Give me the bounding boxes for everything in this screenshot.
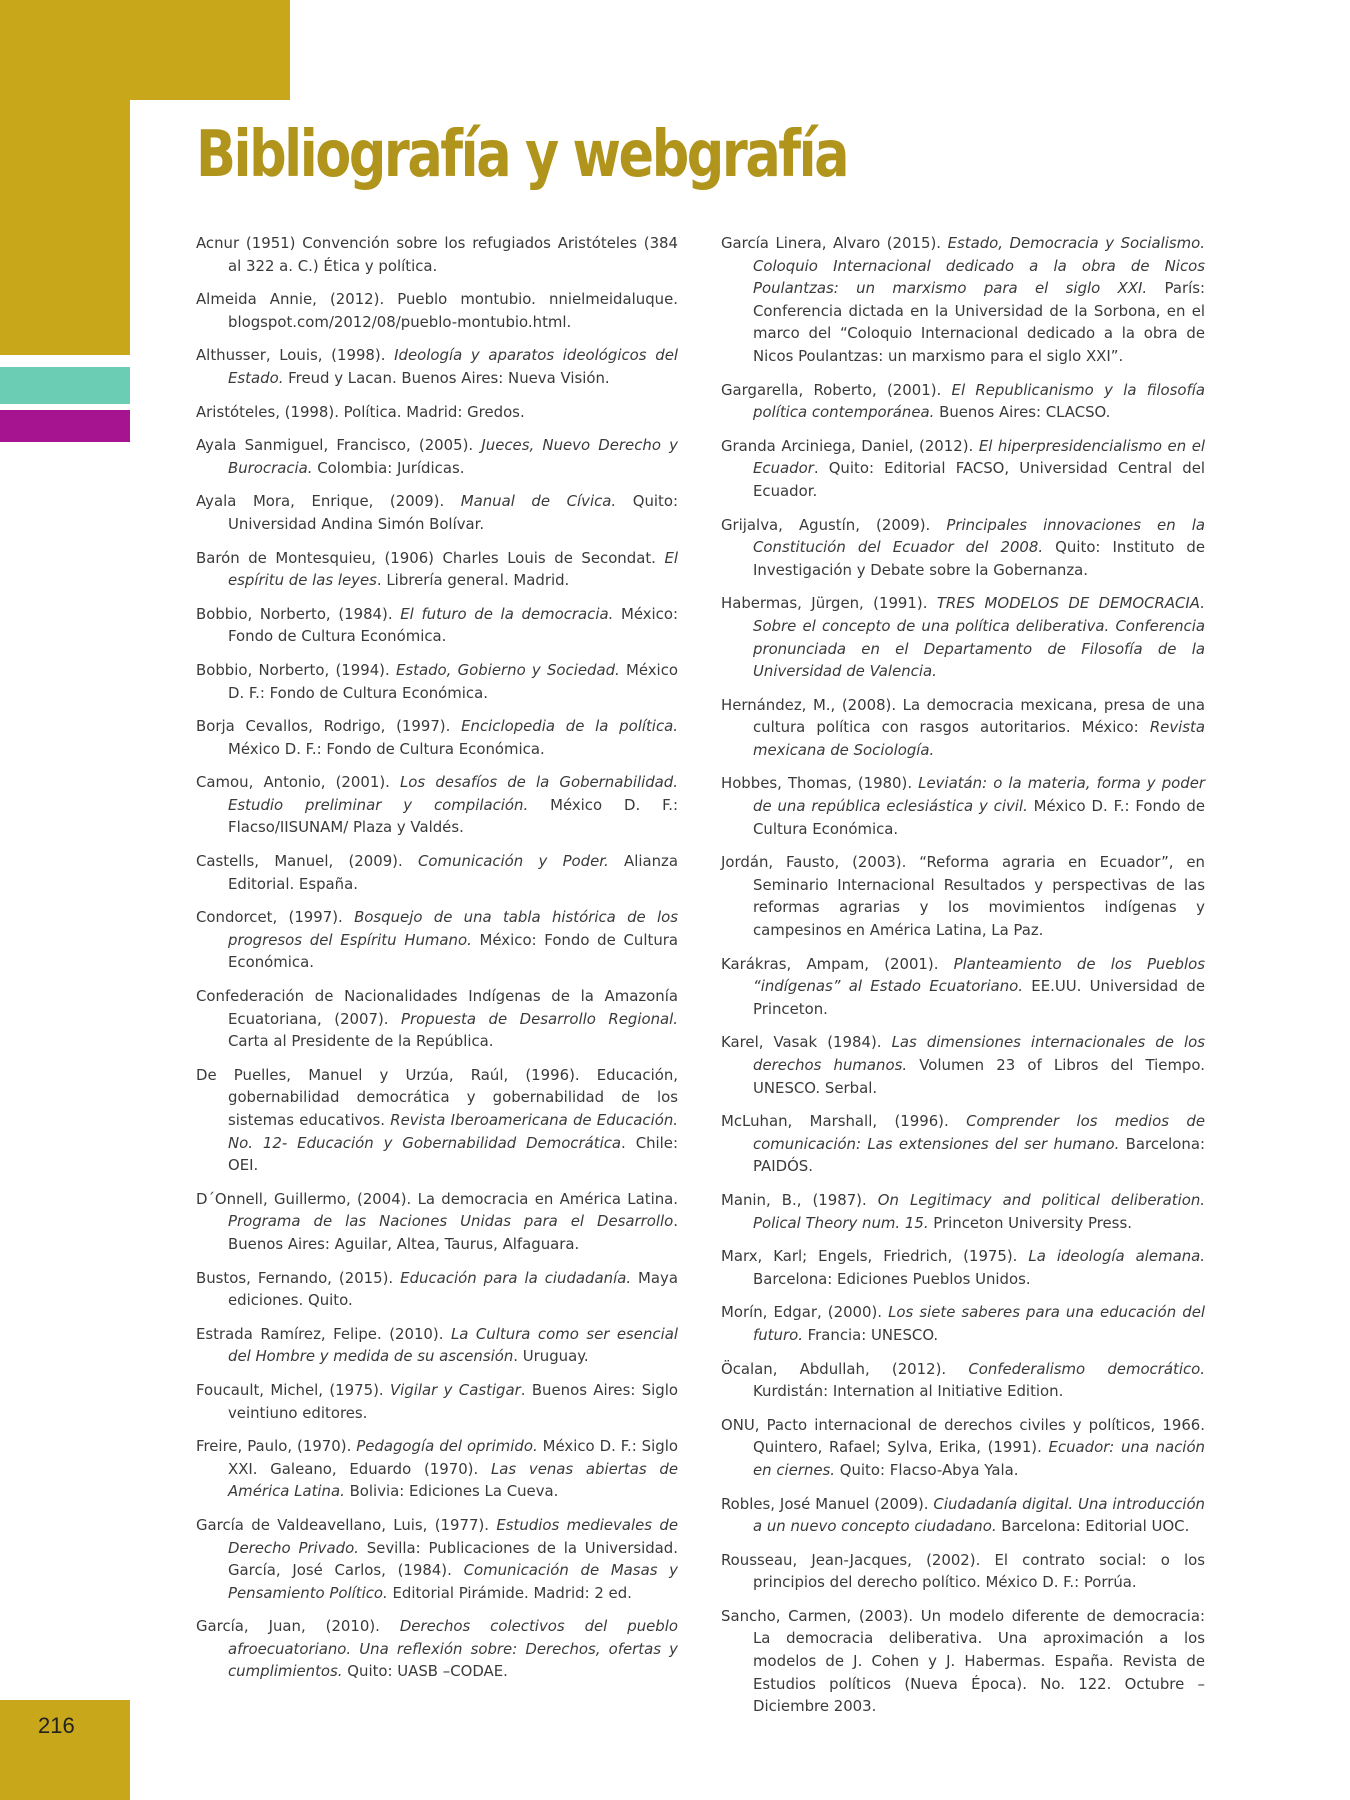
entry-text: Aristóteles, (1998). Política. Madrid: Gredos. [196,402,525,421]
entry-title-italic: La Cultura como ser esencial del Hombre y medida de su ascensión [228,1324,678,1366]
entry-text: Barcelona: PAIDÓS. [753,1134,1205,1176]
bibliography-entry [721,851,1205,941]
entry-title-italic: La ideología alemana. [1028,1247,1205,1266]
bibliography-entry [196,232,678,277]
entry-text: Quito: Flacso-Abya Yala. [835,1460,1019,1479]
bibliography-entry [721,514,1205,582]
entry-title-italic: Jueces, Nuevo Derecho y Burocracia. [228,436,678,477]
entry-text: México: Fondo de Cultura Económica. [228,930,678,972]
entry-text: Francia: UNESCO. [802,1325,939,1344]
entry-text: Alianza Editorial. España. [228,852,679,893]
bibliography-entry [196,603,678,648]
bibliography-entry [196,715,678,760]
entry-text: McLuhan, Marshall, (1996). [721,1112,967,1131]
bibliography-entry [721,772,1205,840]
entry-text: Jordán, Fausto, (2003). “Reforma agraria en Ecuador”, en Seminario Internacional Resultados y perspectivas de las reformas agrarias y los movimientos indígenas y campesinos en América Latina, La Paz. [721,853,1205,940]
entry-title-italic: Revista mexicana de Sociología. [753,718,1205,759]
entry-text: Foucault, Michel, (1975). [196,1380,390,1399]
bibliography-entry [721,1245,1205,1290]
bibliography-entry [196,288,678,333]
entry-text: . Buenos Aires: Aguilar, Altea, Taurus, Alfaguara. [228,1212,678,1253]
entry-title-italic: Propuesta de Desarrollo Regional. [401,1009,678,1028]
entry-title-italic: Principales innovaciones en la Constitución del Ecuador del 2008. [753,515,1205,557]
entry-text: Confederación de Nacionalidades Indígenas de la Amazonía Ecuatoriana, (2007). [196,987,678,1028]
entry-text: Barcelona: Ediciones Pueblos Unidos. [753,1269,1031,1288]
entry-text: Grijalva, Agustín, (2009). [721,515,947,534]
entry-title-italic: Bosquejo de una tabla histórica de los progresos del Espíritu Humano. [228,908,679,949]
entry-text: Bobbio, Norberto, (1984). [196,604,401,623]
entry-text: Colombia: Jurídicas. [312,458,465,477]
bibliography-entry [196,906,678,974]
entry-title-italic: Ideología y aparatos ideológicos del Estado. [228,346,678,387]
bibliography-entry [196,659,678,704]
entry-text: Borja Cevallos, Rodrigo, (1997). [196,717,462,736]
bibliography-entry [721,592,1205,682]
entry-text: EE.UU. Universidad de Princeton. [753,977,1205,1018]
bibliography-entry [721,953,1205,1021]
entry-text: ONU, Pacto internacional de derechos civiles y políticos, 1966. Quintero, Rafael; Sylva, Erika, (1991). [721,1415,1205,1457]
bibliography-entry [721,1605,1205,1718]
bibliography-column-left [196,232,678,1694]
entry-text: Editorial Pirámide. Madrid: 2 ed. [387,1583,632,1602]
entry-text: Robles, José Manuel (2009). [721,1494,934,1513]
bibliography-entry [721,694,1205,762]
entry-text: . Librería general. Madrid. [376,571,570,590]
bibliography-entry [196,1615,678,1683]
entry-text: D´Onnell, Guillermo, (2004). La democracia en América Latina. [196,1189,678,1208]
bibliography-entry [721,1358,1205,1403]
entry-text: Quito: Universidad Andina Simón Bolívar. [228,492,678,533]
entry-text: Habermas, Jürgen, (1991). [721,594,937,613]
entry-text: Hobbes, Thomas, (1980). [721,774,919,793]
bibliography-entry [721,1414,1205,1482]
entry-title-italic: Estudios medievales de Derecho Privado. [228,1515,679,1557]
bibliography-entry [196,1379,678,1424]
entry-title-italic: Las venas abiertas de América Latina. [228,1459,678,1501]
entry-title-italic: El hiperpresidencialismo en el Ecuador [753,436,1206,478]
bibliography-entry [196,1064,678,1177]
entry-text: Barcelona: Editorial UOC. [996,1517,1190,1536]
entry-text: Quito: Instituto de Investigación y Debate sobre la Gobernanza. [753,538,1205,579]
entry-text: De Puelles, Manuel y Urzúa, Raúl, (1996). Educación, gobernabilidad democrática y gobernabilidad de los sistemas educativos. [196,1065,678,1129]
entry-text: Öcalan, Abdullah, (2012). [721,1359,969,1378]
bibliography-entry [721,1301,1205,1346]
entry-text: Sancho, Carmen, (2003). Un modelo diferente de democracia: La democracia deliberativa. Una aproximación a los modelos de J. Cohen y J. Habermas. España. Revista de Estudios políticos (Nueva Época). No. 122. Octubre – Diciembre 2003. [721,1606,1205,1716]
entry-title-italic: Educación para la ciudadanía. [400,1268,632,1287]
entry-text: Princeton University Press. [928,1213,1132,1232]
entry-text: Carta al Presidente de la República. [228,1032,494,1051]
bibliography-entry [196,771,678,839]
entry-text: Marx, Karl; Engels, Friedrich, (1975). [721,1247,1029,1266]
bibliography-entry [196,1267,678,1312]
entry-text: Barón de Montesquieu, (1906) Charles Louis de Secondat. [196,548,665,567]
bibliography-entry [721,435,1205,503]
entry-text: Maya ediciones. Quito. [228,1268,678,1310]
entry-text: García de Valdeavellano, Luis, (1977). [196,1515,497,1534]
bibliography-entry [721,379,1205,424]
entry-text: Almeida Annie, (2012). Pueblo montubio. nnielmeidaluque. blogspot.com/2012/08/pueblo-montubio.html. [196,290,678,331]
entry-title-italic: Ciudadanía digital. Una introducción a un nuevo concepto ciudadano. [753,1494,1205,1536]
entry-text: Freud y Lacan. Buenos Aires: Nueva Visión. [283,368,610,387]
bibliography-entry [196,434,678,479]
entry-text: Manin, B., (1987). [721,1190,878,1209]
entry-title-italic: Planteamiento de los Pueblos “indígenas” al Estado Ecuatoriano. [753,954,1205,996]
bibliography-entry [196,1435,678,1503]
entry-text: Castells, Manuel, (2009). [196,852,418,871]
entry-text: Karákras, Ampam, (2001). [721,954,954,973]
entry-text: Volumen 23 of Libros del Tiempo. UNESCO. Serbal. [753,1056,1205,1097]
entry-title-italic: Leviatán: o la materia, forma y poder de una república eclesiástica y civil. [753,774,1205,816]
bibliography-entry [196,1188,678,1256]
entry-text: Bobbio, Norberto, (1994). [196,660,396,679]
entry-title-italic: El futuro de la democracia. [400,604,614,623]
entry-title-italic: Programa de las Naciones Unidas para el Desarrollo [228,1212,674,1231]
entry-title-italic: Revista Iberoamericana de Educación. No. 12- Educación y Gobernabilidad Democrática [228,1111,679,1152]
entry-text: . Chile: OEI. [228,1133,678,1175]
entry-text: Sevilla: Publicaciones de la Universidad. García, José Carlos, (1984). [228,1538,678,1580]
entry-text: México D. F.: Siglo XXI. Galeano, Eduardo (1970). [228,1437,678,1478]
entry-text: Bolivia: Ediciones La Cueva. [344,1482,559,1501]
entry-title-italic: Ecuador: una nación en ciernes. [753,1438,1205,1479]
bibliography-entry [196,401,678,424]
entry-text: García, Juan, (2010). [196,1617,400,1636]
entry-text: Granda Arciniega, Daniel, (2012). [721,436,979,455]
entry-title-italic: Comunicación de Masas y Pensamiento Político. [228,1561,678,1602]
teal-stripe [0,367,130,404]
entry-text: Estrada Ramírez, Felipe. (2010). [196,1324,451,1343]
entry-text: . Uruguay. [513,1347,589,1366]
entry-title-italic: Los siete saberes para una educación del futuro. [753,1303,1205,1344]
page-title: Bibliografía y webgrafía [196,118,848,192]
entry-text: Bustos, Fernando, (2015). [196,1268,401,1287]
entry-text: Ayala Sanmiguel, Francisco, (2005). [196,436,482,455]
bibliography-entry [721,1549,1205,1594]
entry-title-italic: Pedagogía del oprimido. [356,1437,538,1456]
entry-title-italic: Estado, Democracia y Socialismo. Coloquio Internacional dedicado a la obra de Nicos Poulantzas: un marxismo para el siglo XXI. [753,234,1205,298]
side-color-band [0,0,130,355]
bibliography-entry [196,490,678,535]
entry-text: Freire, Paulo, (1970). [196,1437,357,1456]
entry-title-italic: Estado, Gobierno y Sociedad. [395,660,620,679]
bibliography-entry [196,1323,678,1368]
entry-text: México D. F.: Fondo de Cultura Económica. [753,797,1205,838]
magenta-stripe [0,410,130,442]
entry-text: Althusser, Louis, (1998). [196,346,395,365]
entry-title-italic: El espíritu de las leyes [228,548,678,590]
entry-title-italic: TRES MODELOS DE DEMOCRACIA. Sobre el concepto de una política deliberativa. Conferencia pronunciada en el Departamento de Filosofía de la Universidad de Valencia. [753,594,1205,681]
bibliography-column-right [721,232,1205,1729]
entry-text: México: Fondo de Cultura Económica. [228,604,678,646]
entry-title-italic: Derechos colectivos del pueblo afroecuatoriano. Una reflexión sobre: Derechos, ofertas y cumplimientos. [228,1617,679,1681]
entry-title-italic: Los desafíos de la Gobernabilidad. Estudio preliminar y compilación. [228,773,678,814]
bibliography-entry [721,1110,1205,1178]
bibliography-entry [196,344,678,389]
entry-title-italic: Vigilar y Castigar [389,1380,521,1399]
bibliography-entry [196,547,678,592]
entry-title-italic: Confederalismo democrático. [968,1359,1206,1378]
bibliography-entry [721,232,1205,368]
entry-text: Morín, Edgar, (2000). [721,1303,889,1322]
bibliography-entry [721,1493,1205,1538]
entry-text: Camou, Antonio, (2001). [196,773,401,792]
entry-title-italic: Comprender los medios de comunicación: Las extensiones del ser humano. [753,1112,1205,1153]
entry-text: . Buenos Aires: Siglo veintiuno editores. [228,1380,678,1422]
entry-text: Ayala Mora, Enrique, (2009). [196,492,461,511]
entry-title-italic: Las dimensiones internacionales de los derechos humanos. [753,1033,1205,1074]
entry-text: París: Conferencia dictada en la Universidad de la Sorbona, en el marco del “Coloquio Internacional dedicado a la obra de Nicos Poulantzas: un marxismo para el siglo XXI”. [753,279,1206,365]
entry-text: Gargarella, Roberto, (2001). [721,380,952,399]
entry-title-italic: Comunicación y Poder. [418,852,609,871]
entry-text: Rousseau, Jean-Jacques, (2002). El contrato social: o los principios del derecho político. México D. F.: Porrúa. [721,1550,1205,1592]
entry-text: García Linera, Alvaro (2015). [721,234,948,252]
entry-text: Karel, Vasak (1984). [721,1033,892,1052]
page-number: 216 [38,1713,75,1738]
bibliography-entry [196,1514,678,1604]
entry-text: Hernández, M., (2008). La democracia mexicana, presa de una cultura política con rasgos autoritarios. México: [721,695,1205,737]
entry-title-italic: Enciclopedia de la política. [461,717,678,736]
entry-text: Condorcet, (1997). [196,908,355,927]
entry-text: México D. F.: Flacso/IISUNAM/ Plaza y Valdés. [228,795,678,837]
entry-text: Kurdistán: Internation al Initiative Edition. [753,1382,1064,1401]
bibliography-entry [196,850,678,895]
entry-title-italic: El Republicanismo y la filosofía política contemporánea. [753,380,1205,422]
entry-text: Buenos Aires: CLACSO. [934,403,1111,422]
entry-title-italic: Manual de Cívica. [460,492,617,511]
entry-text: Acnur (1951) Convención sobre los refugiados Aristóteles (384 al 322 a. C.) Ética y política. [196,234,678,275]
entry-text: México D. F.: Fondo de Cultura Económica. [228,739,545,758]
entry-title-italic: On Legitimacy and political deliberation. Polical Theory num. 15. [753,1190,1205,1232]
bibliography-entry [721,1189,1205,1234]
entry-text: México D. F.: Fondo de Cultura Económica. [228,660,678,702]
bibliography-entry [721,1031,1205,1099]
entry-text: . Quito: Editorial FACSO, Universidad Central del Ecuador. [753,459,1205,500]
bibliography-entry [196,985,678,1053]
entry-text: Quito: UASB –CODAE. [342,1662,508,1681]
